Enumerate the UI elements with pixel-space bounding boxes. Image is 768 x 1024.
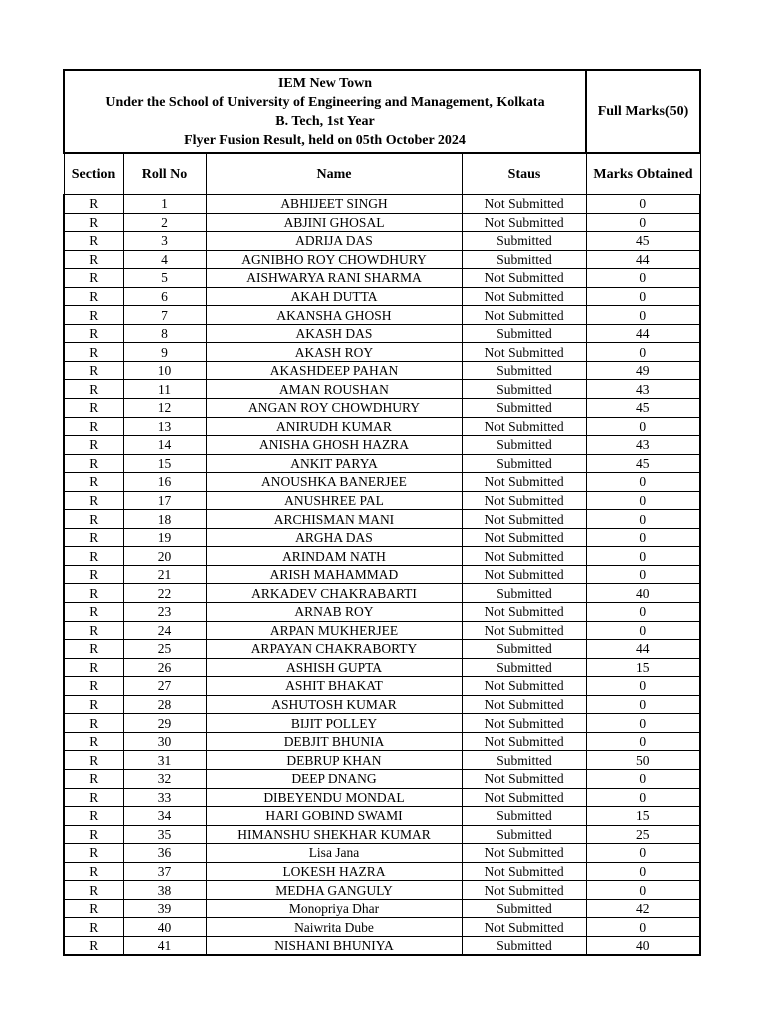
status-cell: Not Submitted (462, 269, 586, 288)
table-row (64, 565, 700, 584)
marks-cell: 44 (586, 640, 700, 659)
section-cell: R (64, 250, 123, 269)
status-cell: Submitted (462, 250, 586, 269)
roll-cell: 41 (123, 936, 206, 955)
status-cell: Not Submitted (462, 528, 586, 547)
section-cell: R (64, 473, 123, 492)
name-cell: ANOUSHKA BANERJEE (206, 473, 462, 492)
section-cell: R (64, 788, 123, 807)
col-header-name: Name (206, 153, 462, 195)
table-row (64, 269, 700, 288)
status-cell: Not Submitted (462, 621, 586, 640)
table-row (64, 547, 700, 566)
name-cell: ASHISH GUPTA (206, 658, 462, 677)
status-cell: Not Submitted (462, 714, 586, 733)
roll-cell: 38 (123, 881, 206, 900)
section-cell: R (64, 881, 123, 900)
name-cell: ARINDAM NATH (206, 547, 462, 566)
name-cell: Monopriya Dhar (206, 899, 462, 918)
table-row (64, 454, 700, 473)
table-row (64, 324, 700, 343)
name-cell: AKANSHA GHOSH (206, 306, 462, 325)
status-cell: Not Submitted (462, 195, 586, 214)
name-cell: ADRIJA DAS (206, 232, 462, 251)
marks-cell: 0 (586, 195, 700, 214)
table-row (64, 213, 700, 232)
roll-cell: 8 (123, 324, 206, 343)
roll-cell: 31 (123, 751, 206, 770)
marks-cell: 0 (586, 603, 700, 622)
name-cell: ANISHA GHOSH HAZRA (206, 436, 462, 455)
roll-cell: 7 (123, 306, 206, 325)
name-cell: ANKIT PARYA (206, 454, 462, 473)
table-row (64, 380, 700, 399)
section-cell: R (64, 361, 123, 380)
section-cell: R (64, 751, 123, 770)
roll-cell: 10 (123, 361, 206, 380)
section-cell: R (64, 306, 123, 325)
name-cell: NISHANI BHUNIYA (206, 936, 462, 955)
table-row (64, 621, 700, 640)
table-row (64, 473, 700, 492)
section-cell: R (64, 287, 123, 306)
status-cell: Not Submitted (462, 510, 586, 529)
name-cell: DIBEYENDU MONDAL (206, 788, 462, 807)
roll-cell: 1 (123, 195, 206, 214)
status-cell: Submitted (462, 899, 586, 918)
name-cell: DEBJIT BHUNIA (206, 732, 462, 751)
table-row (64, 603, 700, 622)
table-body (64, 195, 700, 956)
marks-cell: 44 (586, 324, 700, 343)
section-cell: R (64, 528, 123, 547)
section-cell: R (64, 584, 123, 603)
marks-cell: 0 (586, 769, 700, 788)
table-row (64, 436, 700, 455)
name-cell: ARCHISMAN MANI (206, 510, 462, 529)
marks-cell: 0 (586, 528, 700, 547)
section-cell: R (64, 195, 123, 214)
status-cell: Not Submitted (462, 677, 586, 696)
name-cell: ARPAN MUKHERJEE (206, 621, 462, 640)
marks-cell: 0 (586, 677, 700, 696)
table-row (64, 528, 700, 547)
status-cell: Not Submitted (462, 473, 586, 492)
roll-cell: 39 (123, 899, 206, 918)
table-row (64, 881, 700, 900)
roll-cell: 12 (123, 399, 206, 418)
col-header-roll: Roll No (123, 153, 206, 195)
section-cell: R (64, 844, 123, 863)
roll-cell: 13 (123, 417, 206, 436)
name-cell: AKASH DAS (206, 324, 462, 343)
result-table (63, 69, 701, 956)
section-cell: R (64, 324, 123, 343)
roll-cell: 15 (123, 454, 206, 473)
section-cell: R (64, 269, 123, 288)
roll-cell: 29 (123, 714, 206, 733)
status-cell: Not Submitted (462, 417, 586, 436)
roll-cell: 28 (123, 695, 206, 714)
roll-cell: 40 (123, 918, 206, 937)
roll-cell: 22 (123, 584, 206, 603)
status-cell: Submitted (462, 807, 586, 826)
status-cell: Not Submitted (462, 788, 586, 807)
section-cell: R (64, 603, 123, 622)
roll-cell: 32 (123, 769, 206, 788)
roll-cell: 5 (123, 269, 206, 288)
table-row (64, 936, 700, 955)
table-row (64, 862, 700, 881)
section-cell: R (64, 899, 123, 918)
marks-cell: 0 (586, 343, 700, 362)
name-cell: ARISH MAHAMMAD (206, 565, 462, 584)
section-cell: R (64, 677, 123, 696)
section-cell: R (64, 769, 123, 788)
status-cell: Submitted (462, 232, 586, 251)
name-cell: ARKADEV CHAKRABARTI (206, 584, 462, 603)
name-cell: ANUSHREE PAL (206, 491, 462, 510)
table-row (64, 343, 700, 362)
name-cell: ABHIJEET SINGH (206, 195, 462, 214)
status-cell: Not Submitted (462, 547, 586, 566)
status-cell: Not Submitted (462, 695, 586, 714)
roll-cell: 23 (123, 603, 206, 622)
name-cell: ASHIT BHAKAT (206, 677, 462, 696)
status-cell: Not Submitted (462, 881, 586, 900)
roll-cell: 27 (123, 677, 206, 696)
marks-cell: 40 (586, 584, 700, 603)
section-cell: R (64, 213, 123, 232)
section-cell: R (64, 936, 123, 955)
name-cell: AKASHDEEP PAHAN (206, 361, 462, 380)
roll-cell: 30 (123, 732, 206, 751)
name-cell: AISHWARYA RANI SHARMA (206, 269, 462, 288)
section-cell: R (64, 417, 123, 436)
marks-cell: 0 (586, 918, 700, 937)
roll-cell: 36 (123, 844, 206, 863)
status-cell: Submitted (462, 825, 586, 844)
roll-cell: 17 (123, 491, 206, 510)
university-line: Under the School of University of Engineering and Management, Kolkata (105, 94, 545, 110)
marks-cell: 15 (586, 658, 700, 677)
section-cell: R (64, 436, 123, 455)
status-cell: Not Submitted (462, 306, 586, 325)
section-cell: R (64, 621, 123, 640)
marks-cell: 50 (586, 751, 700, 770)
roll-cell: 16 (123, 473, 206, 492)
table-row (64, 640, 700, 659)
full-marks: Full Marks(50) (586, 70, 700, 153)
table-row (64, 361, 700, 380)
marks-cell: 0 (586, 473, 700, 492)
marks-cell: 0 (586, 547, 700, 566)
table-title-row (64, 70, 700, 153)
roll-cell: 25 (123, 640, 206, 659)
name-cell: ANIRUDH KUMAR (206, 417, 462, 436)
roll-cell: 6 (123, 287, 206, 306)
name-cell: ASHUTOSH KUMAR (206, 695, 462, 714)
roll-cell: 34 (123, 807, 206, 826)
name-cell: AKAH DUTTA (206, 287, 462, 306)
status-cell: Submitted (462, 751, 586, 770)
name-cell: ABJINI GHOSAL (206, 213, 462, 232)
name-cell: AMAN ROUSHAN (206, 380, 462, 399)
table-row (64, 899, 700, 918)
status-cell: Not Submitted (462, 343, 586, 362)
marks-cell: 45 (586, 454, 700, 473)
section-cell: R (64, 862, 123, 881)
table-row (64, 695, 700, 714)
roll-cell: 19 (123, 528, 206, 547)
marks-cell: 15 (586, 807, 700, 826)
roll-cell: 21 (123, 565, 206, 584)
section-cell: R (64, 658, 123, 677)
marks-cell: 0 (586, 732, 700, 751)
table-row (64, 732, 700, 751)
name-cell: BIJIT POLLEY (206, 714, 462, 733)
marks-cell: 43 (586, 436, 700, 455)
marks-cell: 0 (586, 287, 700, 306)
name-cell: LOKESH HAZRA (206, 862, 462, 881)
marks-cell: 43 (586, 380, 700, 399)
section-cell: R (64, 825, 123, 844)
status-cell: Submitted (462, 584, 586, 603)
marks-cell: 44 (586, 250, 700, 269)
table-row (64, 807, 700, 826)
col-header-marks: Marks Obtained (586, 153, 700, 195)
section-cell: R (64, 918, 123, 937)
name-cell: ARGHA DAS (206, 528, 462, 547)
marks-cell: 0 (586, 714, 700, 733)
name-cell: DEBRUP KHAN (206, 751, 462, 770)
status-cell: Not Submitted (462, 769, 586, 788)
table-row (64, 677, 700, 696)
status-cell: Not Submitted (462, 213, 586, 232)
table-row (64, 714, 700, 733)
status-cell: Not Submitted (462, 603, 586, 622)
table-row (64, 788, 700, 807)
roll-cell: 20 (123, 547, 206, 566)
table-row (64, 844, 700, 863)
table-row (64, 491, 700, 510)
roll-cell: 11 (123, 380, 206, 399)
program-line: B. Tech, 1st Year (275, 113, 375, 129)
section-cell: R (64, 714, 123, 733)
table-row (64, 399, 700, 418)
marks-cell: 0 (586, 491, 700, 510)
status-cell: Not Submitted (462, 491, 586, 510)
name-cell: ARPAYAN CHAKRABORTY (206, 640, 462, 659)
status-cell: Submitted (462, 454, 586, 473)
table-row (64, 510, 700, 529)
roll-cell: 26 (123, 658, 206, 677)
section-cell: R (64, 547, 123, 566)
section-cell: R (64, 232, 123, 251)
name-cell: HIMANSHU SHEKHAR KUMAR (206, 825, 462, 844)
marks-cell: 0 (586, 306, 700, 325)
table-row (64, 417, 700, 436)
marks-cell: 0 (586, 417, 700, 436)
status-cell: Not Submitted (462, 287, 586, 306)
status-cell: Not Submitted (462, 565, 586, 584)
name-cell: DEEP DNANG (206, 769, 462, 788)
name-cell: AKASH ROY (206, 343, 462, 362)
roll-cell: 3 (123, 232, 206, 251)
name-cell: Naiwrita Dube (206, 918, 462, 937)
section-cell: R (64, 695, 123, 714)
marks-cell: 0 (586, 213, 700, 232)
status-cell: Submitted (462, 658, 586, 677)
col-header-status: Staus (462, 153, 586, 195)
event-line: Flyer Fusion Result, held on 05th October 2024 (184, 132, 466, 148)
table-row (64, 769, 700, 788)
status-cell: Not Submitted (462, 732, 586, 751)
roll-cell: 18 (123, 510, 206, 529)
marks-cell: 45 (586, 232, 700, 251)
status-cell: Not Submitted (462, 862, 586, 881)
section-cell: R (64, 640, 123, 659)
marks-cell: 25 (586, 825, 700, 844)
roll-cell: 9 (123, 343, 206, 362)
roll-cell: 2 (123, 213, 206, 232)
section-cell: R (64, 807, 123, 826)
roll-cell: 37 (123, 862, 206, 881)
status-cell: Submitted (462, 380, 586, 399)
marks-cell: 0 (586, 621, 700, 640)
marks-cell: 0 (586, 788, 700, 807)
marks-cell: 0 (586, 695, 700, 714)
status-cell: Submitted (462, 399, 586, 418)
name-cell: ANGAN ROY CHOWDHURY (206, 399, 462, 418)
section-cell: R (64, 510, 123, 529)
marks-cell: 40 (586, 936, 700, 955)
table-row (64, 825, 700, 844)
section-cell: R (64, 454, 123, 473)
name-cell: Lisa Jana (206, 844, 462, 863)
roll-cell: 4 (123, 250, 206, 269)
status-cell: Submitted (462, 436, 586, 455)
table-row (64, 584, 700, 603)
marks-cell: 0 (586, 565, 700, 584)
roll-cell: 24 (123, 621, 206, 640)
section-cell: R (64, 399, 123, 418)
col-header-section: Section (64, 153, 123, 195)
section-cell: R (64, 491, 123, 510)
status-cell: Submitted (462, 640, 586, 659)
section-cell: R (64, 565, 123, 584)
status-cell: Not Submitted (462, 844, 586, 863)
marks-cell: 0 (586, 862, 700, 881)
section-cell: R (64, 732, 123, 751)
table-row (64, 287, 700, 306)
marks-cell: 45 (586, 399, 700, 418)
status-cell: Submitted (462, 324, 586, 343)
roll-cell: 35 (123, 825, 206, 844)
table-row (64, 918, 700, 937)
roll-cell: 33 (123, 788, 206, 807)
marks-cell: 49 (586, 361, 700, 380)
table-row (64, 250, 700, 269)
table-row (64, 658, 700, 677)
institute-name: IEM New Town (277, 75, 373, 91)
table-row (64, 306, 700, 325)
table-row (64, 232, 700, 251)
document-title (64, 70, 586, 153)
name-cell: AGNIBHO ROY CHOWDHURY (206, 250, 462, 269)
table-row (64, 751, 700, 770)
marks-cell: 0 (586, 844, 700, 863)
section-cell: R (64, 343, 123, 362)
marks-cell: 42 (586, 899, 700, 918)
marks-cell: 0 (586, 510, 700, 529)
name-cell: HARI GOBIND SWAMI (206, 807, 462, 826)
section-cell: R (64, 380, 123, 399)
marks-cell: 0 (586, 881, 700, 900)
table-row (64, 195, 700, 214)
status-cell: Submitted (462, 361, 586, 380)
roll-cell: 14 (123, 436, 206, 455)
column-header-row (64, 153, 700, 195)
status-cell: Not Submitted (462, 918, 586, 937)
status-cell: Submitted (462, 936, 586, 955)
name-cell: MEDHA GANGULY (206, 881, 462, 900)
marks-cell: 0 (586, 269, 700, 288)
name-cell: ARNAB ROY (206, 603, 462, 622)
